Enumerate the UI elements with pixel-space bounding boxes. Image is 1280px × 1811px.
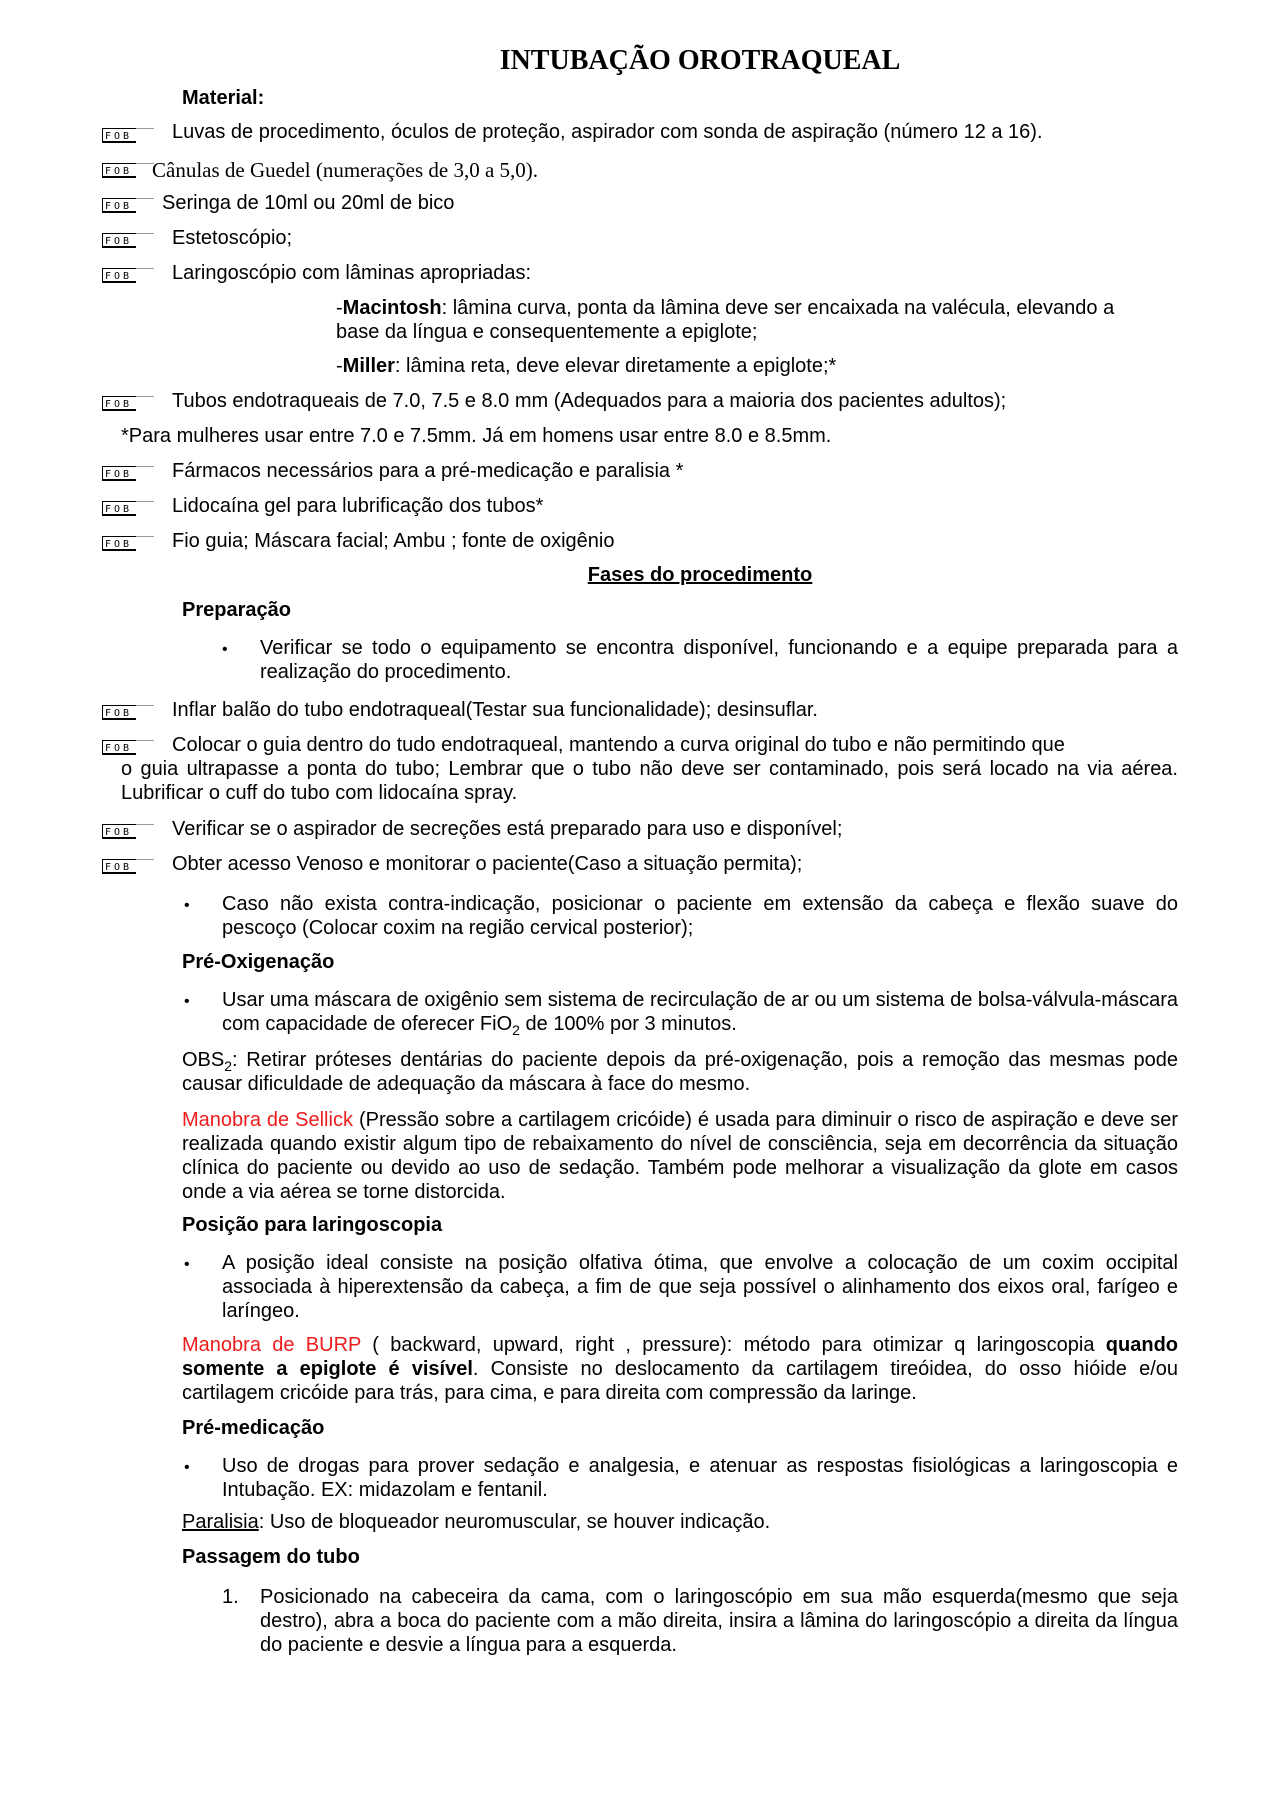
- bullet-icon: •: [184, 897, 190, 914]
- material-item-guedel: Cânulas de Guedel (numerações de 3,0 a 5,0).: [152, 158, 539, 182]
- fob-checkbox[interactable]: FOB: [102, 233, 136, 248]
- position-heading: Posição para laringoscopia: [182, 1214, 443, 1236]
- preparation-heading: Preparação: [182, 599, 291, 621]
- sellick-label: Manobra de Sellick: [182, 1109, 353, 1131]
- step-guide-rest: o guia ultrapasse a ponta do tubo; Lembrar que o tubo não deve ser contaminado, pois será locado na via aérea. Lubrificar o cuff do tubo com lidocaína spray.: [121, 758, 1178, 804]
- step-aspirator: Verificar se o aspirador de secreções está preparado para uso e disponível;: [172, 818, 843, 840]
- fob-checkbox[interactable]: FOB: [102, 396, 136, 411]
- material-item-gloves: Luvas de procedimento, óculos de proteção, aspirador com sonda de aspiração (número 12 a 16).: [172, 121, 1043, 143]
- bullet-icon: •: [184, 1256, 190, 1273]
- fob-checkbox[interactable]: FOB: [102, 705, 136, 720]
- fob-checkbox[interactable]: FOB: [102, 536, 136, 551]
- obs-paragraph: $OBS_2$: Retirar próteses dentárias do paciente depois da pré-oxigenação, pois a remoção das mesmas pode causar dificuldade de adequação da máscara à face do mesmo.: [182, 1049, 1178, 1095]
- step1-number: 1.: [222, 1586, 239, 1608]
- bullet-icon: •: [184, 993, 190, 1010]
- tube-pass-heading: Passagem do tubo: [182, 1546, 360, 1568]
- fob-checkbox[interactable]: FOB: [102, 740, 136, 755]
- miller-label: Miller: [342, 355, 395, 377]
- fob-checkbox[interactable]: FOB: [102, 163, 136, 178]
- material-item-syringe: Seringa de 10ml ou 20ml de bico: [162, 192, 455, 214]
- bullet-icon: •: [222, 641, 228, 658]
- material-item-stethoscope: Estetoscópio;: [172, 227, 293, 249]
- burp-label: Manobra de BURP: [182, 1334, 361, 1356]
- step1-text: Posicionado na cabeceira da cama, com o laringoscópio em sua mão esquerda(mesmo que seja destro), abra a boca do paciente com a mão direita, insira a lâmina do laringoscópio a direita da língua do paciente e desvie a língua para a esquerda.: [260, 1586, 1178, 1656]
- fob-checkbox[interactable]: FOB: [102, 128, 136, 143]
- burp-paragraph: Manobra de BURP ( backward, upward, right , pressure): método para otimizar q laringoscopia quando somente a epiglote é visível. Consiste no deslocamento da cartilagem tireóidea, do osso hióide e/ou cartilagem cricóide para trás, para cima, e para direita com compressão da laringe.: [182, 1334, 1179, 1404]
- fob-checkbox[interactable]: FOB: [102, 859, 136, 874]
- miller-text: : lâmina reta, deve elevar diretamente a epiglote;*: [394, 355, 837, 377]
- step-venous: Obter acesso Venoso e monitorar o paciente(Caso a situação permita);: [172, 853, 803, 875]
- sellick-paragraph: Manobra de Sellick (Pressão sobre a cartilagem cricóide) é usada para diminuir o risco de aspiração e deve ser realizada quando existir algum tipo de rebaixamento do nível de consciência, seja em decorrência da situação clínica do paciente ou devido ao uso de sedação. Também pode melhorar a visualização da glote em casos onde a via aérea se torne distorcida.: [182, 1109, 1178, 1203]
- paralysis-label: Paralisia: [182, 1511, 259, 1533]
- fob-checkbox[interactable]: FOB: [102, 501, 136, 516]
- macintosh-label: Macintosh: [342, 297, 442, 319]
- material-item-tubes: Tubos endotraqueais de 7.0, 7.5 e 8.0 mm (Adequados para a maioria dos pacientes adultos);: [172, 390, 1007, 412]
- position-bullet: A posição ideal consiste na posição olfativa ótima, que envolve a colocação de um coxim occipital associada à hiperextensão da cabeça, a fim de que seja possível o alinhamento dos eixos oral, farígeo e laríngeo.: [222, 1252, 1178, 1322]
- preparation-bullet-verify: Verificar se todo o equipamento se encontra disponível, funcionando e a equipe preparada para a realização do procedimento.: [260, 637, 1178, 683]
- page-title: INTUBAÇÃO OROTRAQUEAL: [499, 45, 901, 76]
- tubes-note: *Para mulheres usar entre 7.0 e 7.5mm. Já em homens usar entre 8.0 e 8.5mm.: [121, 425, 832, 447]
- fob-checkbox[interactable]: FOB: [102, 824, 136, 839]
- phases-heading: Fases do procedimento: [587, 564, 813, 586]
- blade-miller: -Miller: lâmina reta, deve elevar diretamente a epiglote;*: [336, 355, 837, 377]
- material-item-laryngoscope: Laringoscópio com lâminas apropriadas:: [172, 262, 532, 284]
- fob-checkbox[interactable]: FOB: [102, 198, 136, 213]
- preox-heading: Pré-Oxigenação: [182, 951, 335, 973]
- material-item-guide: Fio guia; Máscara facial; Ambu ; fonte de oxigênio: [172, 530, 615, 552]
- material-heading: Material:: [182, 87, 265, 109]
- material-item-lidocaine: Lidocaína gel para lubrificação dos tubos*: [172, 495, 544, 517]
- fob-checkbox[interactable]: FOB: [102, 466, 136, 481]
- step-guide-first: Colocar o guia dentro do tudo endotraqueal, mantendo a curva original do tubo e não permitindo que: [172, 734, 1065, 756]
- preox-bullet-mask: Usar uma máscara de oxigênio sem sistema de recirculação de ar ou um sistema de bolsa-válvula-máscara com capacidade de oferecer FiO$_2$ de 100% por 3 minutos.: [222, 989, 1178, 1038]
- premed-bullet: Uso de drogas para prover sedação e analgesia, e atenuar as respostas fisiológicas a laringoscopia e Intubação. EX: midazolam e fentanil.: [222, 1455, 1178, 1501]
- preparation-bullet-position: Caso não exista contra-indicação, posicionar o paciente em extensão da cabeça e flexão suave do pescoço (Colocar coxim na região cervical posterior);: [222, 893, 1178, 939]
- paralysis-paragraph: Paralisia: Uso de bloqueador neuromuscular, se houver indicação.: [182, 1511, 771, 1533]
- premed-heading: Pré-medicação: [182, 1417, 325, 1439]
- blade-macintosh: -Macintosh: lâmina curva, ponta da lâmina deve ser encaixada na valécula, elevando a base da língua e consequentemente a epiglote;: [336, 297, 1115, 343]
- macintosh-text: : lâmina curva, ponta da lâmina deve ser encaixada na valécula, elevando a base da língua e consequentemente a epiglote;: [336, 297, 1115, 343]
- fob-checkbox[interactable]: FOB: [102, 268, 136, 283]
- bullet-icon: •: [184, 1459, 190, 1476]
- material-item-drugs: Fármacos necessários para a pré-medicação e paralisia *: [172, 460, 684, 482]
- step-inflate: Inflar balão do tubo endotraqueal(Testar sua funcionalidade); desinsuflar.: [172, 699, 818, 721]
